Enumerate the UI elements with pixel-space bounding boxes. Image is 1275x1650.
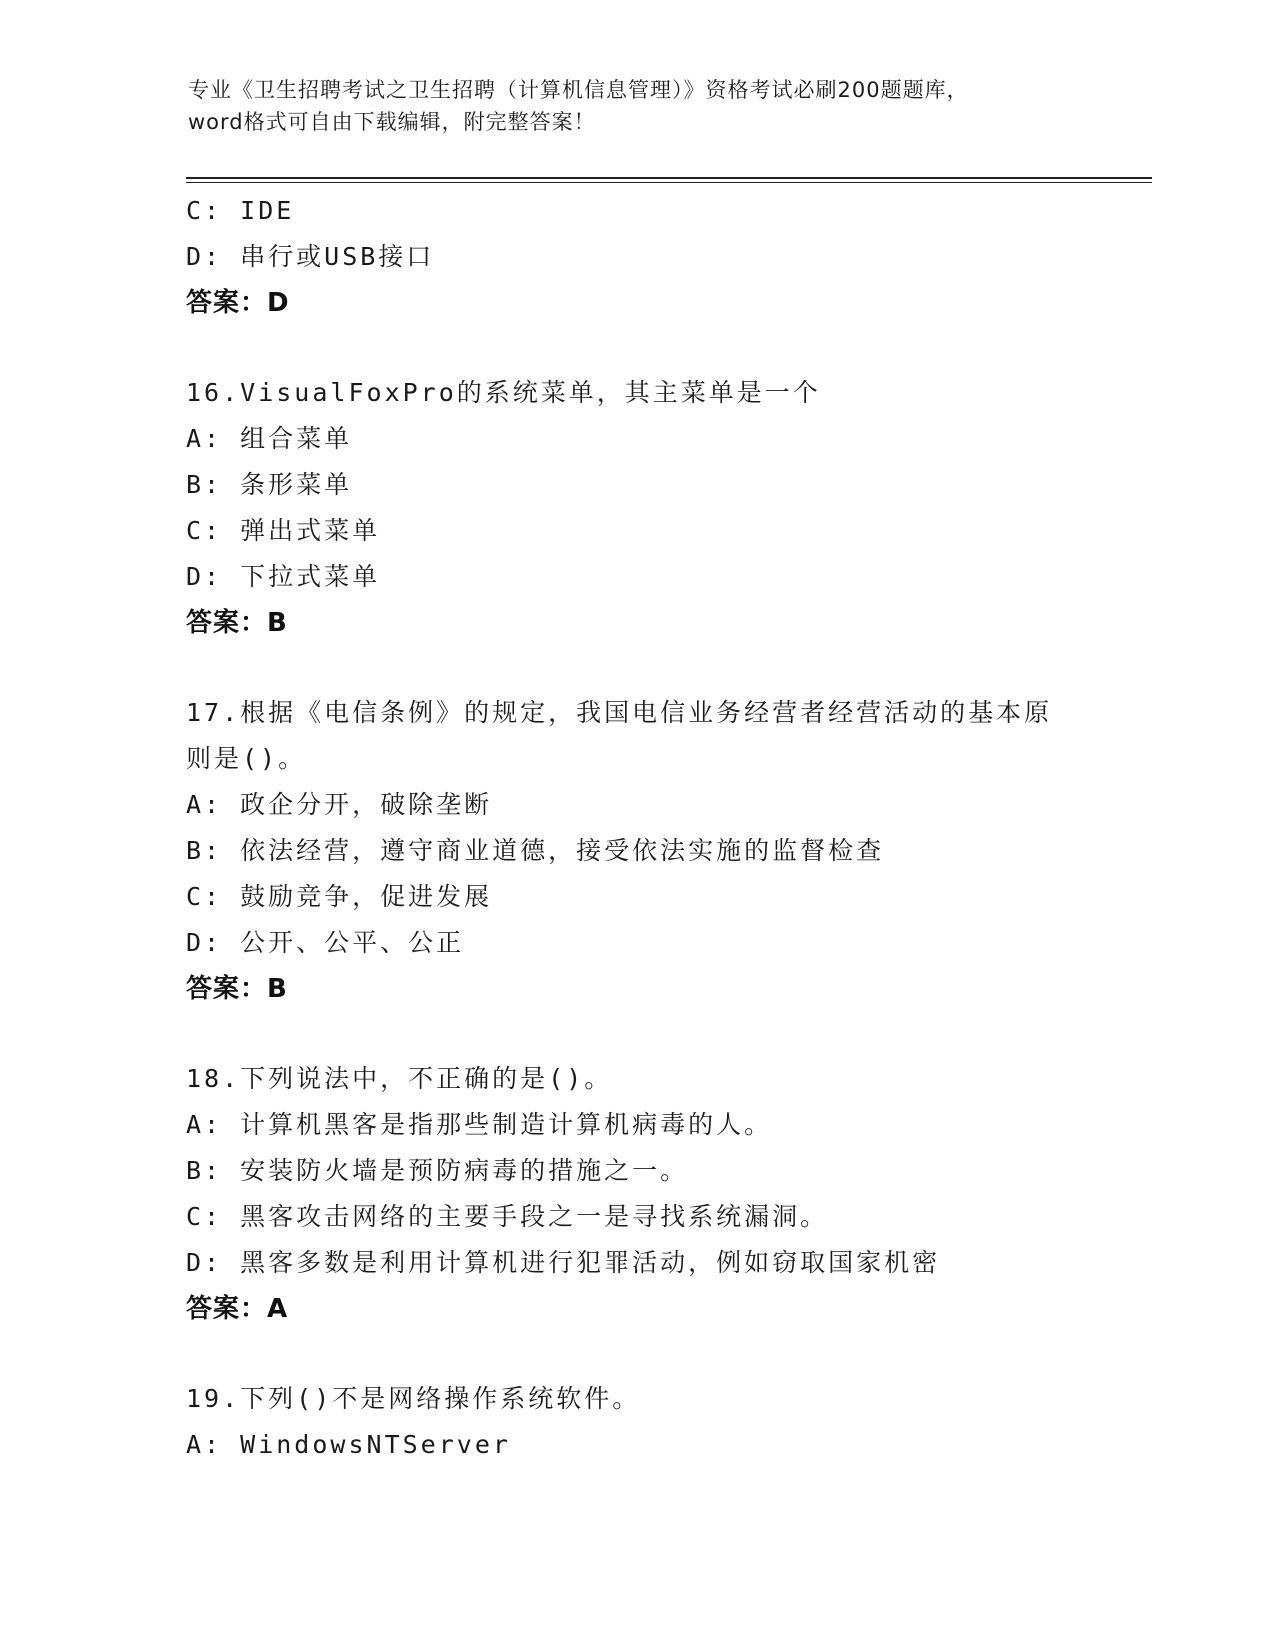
option-d: D: 黑客多数是利用计算机进行犯罪活动，例如窃取国家机密 <box>186 1248 941 1277</box>
option-b: B: 安装防火墙是预防病毒的措施之一。 <box>186 1156 689 1185</box>
question-text-line-2: 则是()。 <box>186 744 307 773</box>
spacer <box>186 1012 1086 1056</box>
option-a: A: 计算机黑客是指那些制造计算机病毒的人。 <box>186 1110 773 1139</box>
header-divider-thin <box>186 182 1152 183</box>
option-b: B: 依法经营，遵守商业道德，接受依法实施的监督检查 <box>186 836 885 865</box>
header-divider-thick <box>186 177 1152 179</box>
option-c: C: IDE <box>186 196 295 225</box>
spacer <box>186 646 1086 690</box>
option-c: C: 弹出式菜单 <box>186 516 381 545</box>
question-text: 18.下列说法中，不正确的是()。 <box>186 1064 613 1093</box>
option-b: B: 条形菜单 <box>186 470 353 499</box>
option-c: C: 黑客攻击网络的主要手段之一是寻找系统漏洞。 <box>186 1202 829 1231</box>
question-19 <box>186 1376 1086 1468</box>
option-c: C: 鼓励竞争，促进发展 <box>186 882 493 911</box>
question-text: 19.下列()不是网络操作系统软件。 <box>186 1384 641 1413</box>
answer-label: 答案：B <box>186 974 288 1004</box>
header-line-1: 专业《卫生招聘考试之卫生招聘（计算机信息管理）》资格考试必刷200题题库， <box>188 78 969 102</box>
document-header <box>188 74 1088 138</box>
question-16 <box>186 370 1086 646</box>
question-17 <box>186 690 1086 1012</box>
question-list <box>186 188 1086 1468</box>
spacer <box>186 326 1086 370</box>
question-18 <box>186 1056 1086 1332</box>
question-text: 16.VisualFoxPro的系统菜单，其主菜单是一个 <box>186 378 821 407</box>
spacer <box>186 1332 1086 1376</box>
option-d: D: 串行或USB接口 <box>186 242 435 271</box>
answer-label: 答案：D <box>186 288 290 318</box>
option-a: A: WindowsNTServer <box>186 1430 511 1459</box>
option-d: D: 下拉式菜单 <box>186 562 381 591</box>
question-15-tail <box>186 188 1086 326</box>
question-text-line-1: 17.根据《电信条例》的规定，我国电信业务经营者经营活动的基本原 <box>186 698 1053 727</box>
answer-label: 答案：A <box>186 1294 289 1324</box>
option-a: A: 组合菜单 <box>186 424 353 453</box>
answer-label: 答案：B <box>186 608 288 638</box>
header-line-2: word格式可自由下载编辑，附完整答案！ <box>188 110 596 134</box>
option-d: D: 公开、公平、公正 <box>186 928 465 957</box>
option-a: A: 政企分开，破除垄断 <box>186 790 493 819</box>
